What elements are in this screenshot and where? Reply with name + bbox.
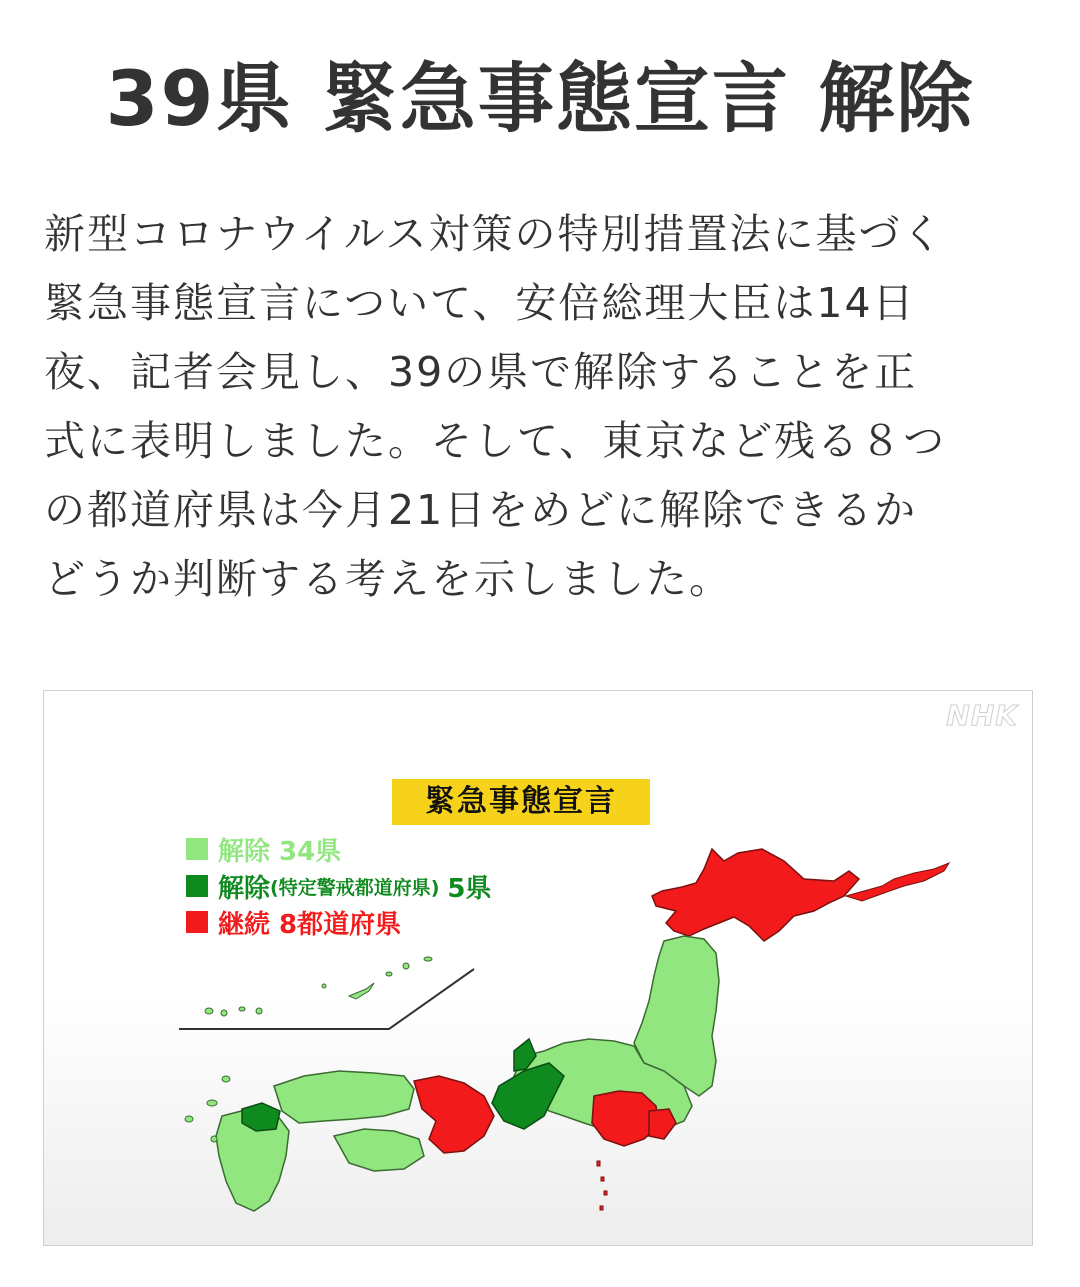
article-body — [44, 200, 1044, 614]
body-line: の都道府県は今月21日をめどに解除できるか — [44, 486, 918, 534]
body-line: どうか判断する考えを示しました。 — [44, 555, 732, 603]
legend-swatch-lifted — [186, 838, 208, 860]
japan-map — [44, 691, 1033, 1246]
legend-label: 解除 — [218, 873, 271, 904]
chugoku — [274, 1071, 414, 1123]
chiba-continued — [649, 1109, 676, 1139]
izu-islands — [597, 1161, 607, 1210]
okinawa-islands — [205, 957, 432, 1016]
map-title: 緊急事態宣言 — [392, 779, 650, 825]
legend-lifted-special — [186, 871, 492, 904]
legend-swatch-special — [186, 875, 208, 897]
body-line: 新型コロナウイルス対策の特別措置法に基づく — [44, 210, 945, 258]
legend-label-suffix: 5県 — [447, 873, 492, 904]
okinawa-divider-line — [179, 969, 474, 1029]
body-line: 緊急事態宣言について、安倍総理大臣は14日 — [44, 279, 916, 327]
kurile-islands — [846, 863, 949, 901]
body-line: 式に表明しました。そして、東京など残る８つ — [44, 417, 947, 465]
hokkaido — [652, 849, 859, 941]
legend-label: 解除 34県 — [218, 836, 342, 867]
shikoku — [334, 1129, 424, 1171]
legend-swatch-continued — [186, 911, 208, 933]
legend-label-paren: (特定警戒都道府県) — [270, 876, 440, 899]
legend-continued — [186, 907, 402, 940]
nhk-watermark: NHK — [946, 699, 1018, 732]
legend-label: 継続 8都道府県 — [218, 909, 402, 940]
headline: 39県 緊急事態宣言 解除 — [105, 54, 975, 143]
legend-lifted — [186, 834, 342, 867]
fukuoka-special — [242, 1103, 280, 1131]
kansai-continued — [414, 1076, 494, 1153]
chubu-special — [492, 1063, 564, 1129]
map-figure[interactable] — [43, 690, 1033, 1246]
body-line: 夜、記者会見し、39の県で解除することを正 — [44, 348, 918, 396]
